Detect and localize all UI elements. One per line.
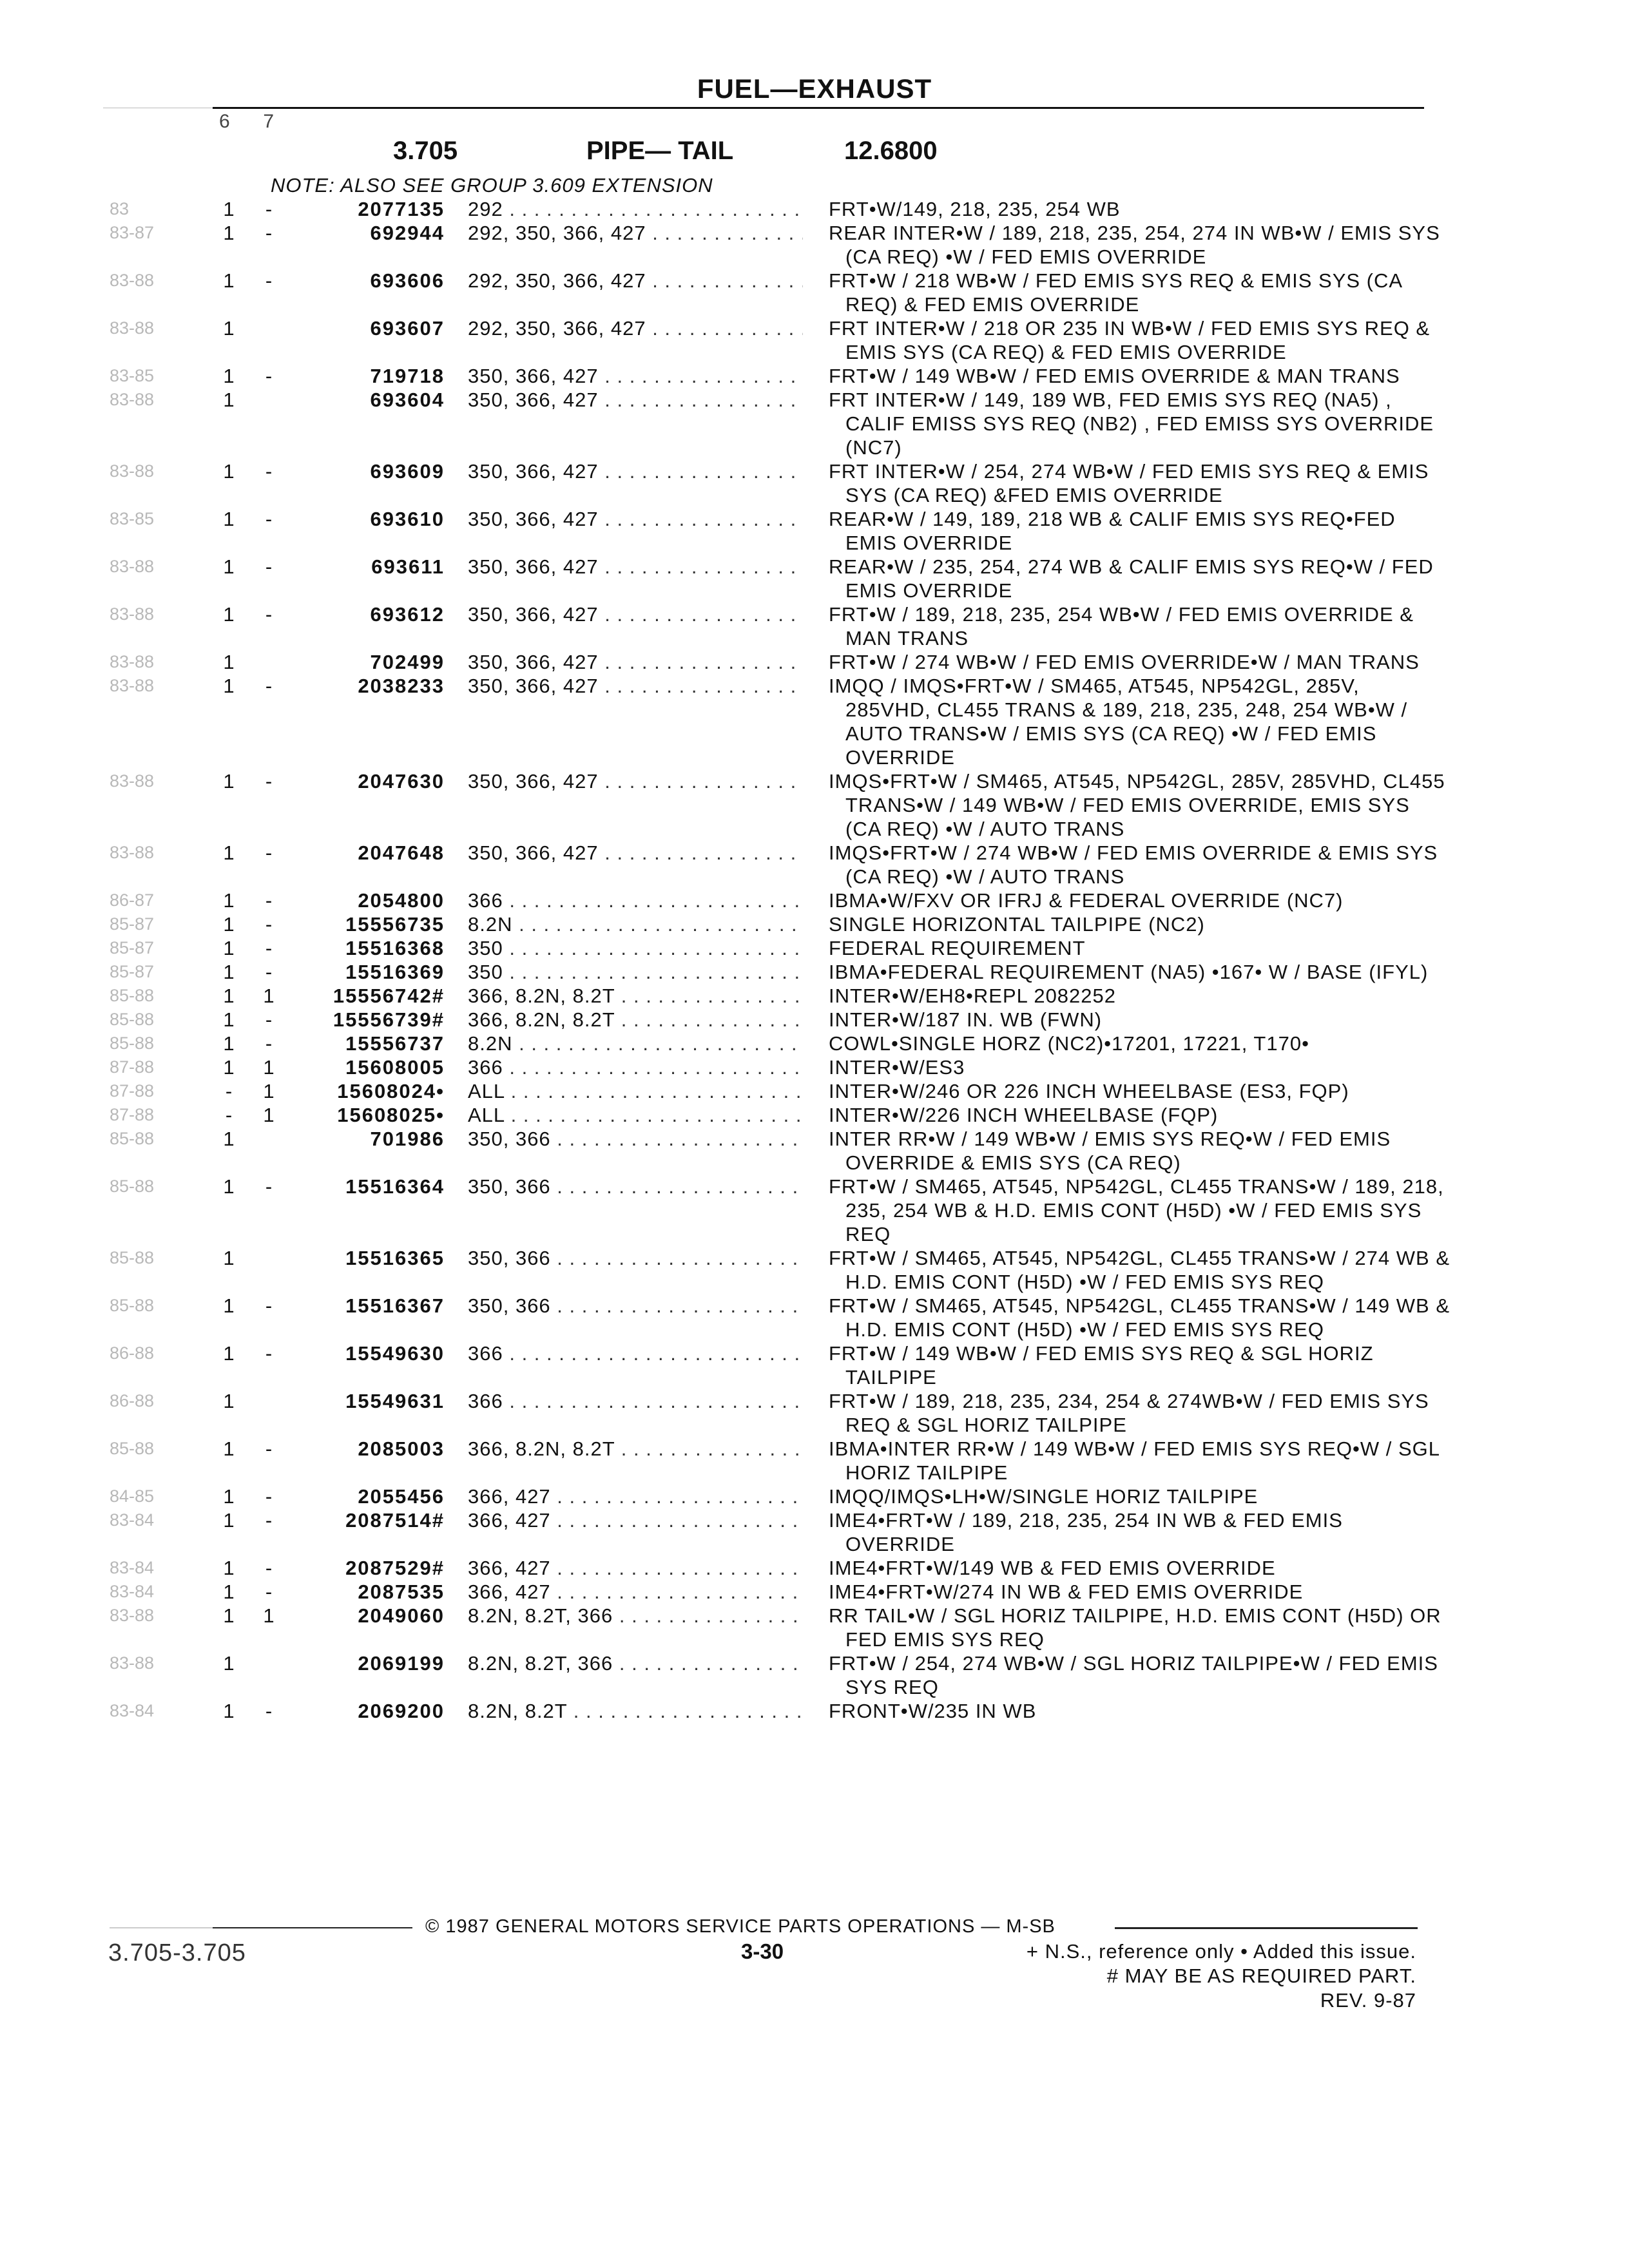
quantity-cell: 1 xyxy=(223,889,235,912)
quantity-alt-cell: - xyxy=(265,1342,273,1365)
description-cell: IMQQ / IMQS•FRT•W / SM465, AT545, NP542GL, 285V, 285VHD, CL455 TRANS & 189, 218, 235, 248, 254 WB•W / AUTO TRANS•W / EMIS SYS (CA REQ) •W / FED EMIS OVERRIDE xyxy=(829,675,1408,769)
part-number-cell: 693606 xyxy=(370,269,445,292)
table-row xyxy=(0,1175,1629,1246)
model-year-cell: 83-87 xyxy=(110,223,155,242)
model-year-cell: 83-84 xyxy=(110,1701,155,1720)
description-cell: FRT•W / 274 WB•W / FED EMIS OVERRIDE•W / MAN TRANS xyxy=(829,651,1420,673)
table-row xyxy=(0,269,1629,316)
description-cell: IBMA•W/FXV OR IFRJ & FEDERAL OVERRIDE (NC7) xyxy=(829,889,1344,912)
table-row xyxy=(0,316,1629,364)
section-note: NOTE: ALSO SEE GROUP 3.609 EXTENSION xyxy=(271,174,713,197)
model-year-cell: 85-87 xyxy=(110,938,155,957)
description-cell: IME4•FRT•W/274 IN WB & FED EMIS OVERRIDE xyxy=(829,1581,1304,1603)
part-number-cell: 693612 xyxy=(370,603,445,626)
part-number-cell: 15516369 xyxy=(345,961,445,983)
quantity-cell: 1 xyxy=(223,1485,235,1508)
table-row xyxy=(0,650,1629,674)
part-number-cell: 2054800 xyxy=(358,889,445,912)
quantity-alt-cell: - xyxy=(265,1294,273,1317)
description-cell: FRT•W / 149 WB•W / FED EMIS OVERRIDE & MAN TRANS xyxy=(829,365,1400,387)
description-cell: COWL•SINGLE HORZ (NC2)•17201, 17221, T170• xyxy=(829,1032,1309,1055)
series-cell: 366, 8.2N, 8.2T . . . xyxy=(468,984,803,1008)
series-cell: 8.2N, 8.2T, 366 . . . xyxy=(468,1651,803,1675)
series-cell: 350, 366, 427 . . . xyxy=(468,769,803,793)
legend-line: REV. 9-87 xyxy=(1320,1989,1416,2012)
quantity-cell: 1 xyxy=(223,985,235,1007)
series-cell: 350, 366, 427 . . . xyxy=(468,459,803,483)
part-number-cell: 15549631 xyxy=(345,1390,445,1412)
section-code: 12.6800 xyxy=(844,137,938,165)
table-row xyxy=(0,459,1629,507)
part-number-cell: 15556735 xyxy=(345,913,445,936)
model-year-cell: 85-88 xyxy=(110,1439,155,1458)
model-year-cell: 85-88 xyxy=(110,1033,155,1053)
part-number-cell: 15556742# xyxy=(333,985,445,1007)
description-cell: FRT•W / SM465, AT545, NP542GL, CL455 TRANS•W / 274 WB & H.D. EMIS CONT (H5D) •W / FED EMIS SYS REQ xyxy=(829,1247,1450,1293)
table-row xyxy=(0,507,1629,555)
part-number-cell: 15608024• xyxy=(337,1080,445,1102)
quantity-alt-cell: - xyxy=(265,1509,273,1532)
description-cell: FEDERAL REQUIREMENT xyxy=(829,937,1086,959)
part-number-cell: 15608005 xyxy=(345,1056,445,1079)
quantity-cell: 1 xyxy=(223,1294,235,1317)
quantity-alt-cell: - xyxy=(265,555,273,578)
legend xyxy=(1027,1939,1416,2013)
quantity-cell: 1 xyxy=(223,1652,235,1675)
model-year-cell: 85-88 xyxy=(110,1010,155,1029)
series-cell: 350 . . . xyxy=(468,960,803,984)
table-row xyxy=(0,221,1629,269)
series-cell: 366 . . . xyxy=(468,1055,803,1079)
quantity-alt-cell: - xyxy=(265,1008,273,1031)
series-cell: 350, 366 . . . xyxy=(468,1175,803,1198)
series-cell: 350, 366 . . . xyxy=(468,1294,803,1318)
table-row xyxy=(0,1485,1629,1508)
description-cell: REAR INTER•W / 189, 218, 235, 254, 274 IN WB•W / EMIS SYS (CA REQ) •W / FED EMIS OVERRIDE xyxy=(829,222,1440,268)
quantity-alt-cell: 1 xyxy=(263,1080,275,1102)
part-number-cell: 719718 xyxy=(370,365,445,387)
part-number-cell: 2047648 xyxy=(358,841,445,864)
quantity-alt-cell: - xyxy=(265,603,273,626)
model-year-cell: 83-88 xyxy=(110,604,155,624)
description-cell: IBMA•INTER RR•W / 149 WB•W / FED EMIS SYS REQ•W / SGL HORIZ TAILPIPE xyxy=(829,1437,1440,1484)
table-row xyxy=(0,364,1629,388)
quantity-alt-cell: - xyxy=(265,365,273,387)
series-cell: 350, 366 . . . xyxy=(468,1246,803,1270)
part-number-cell: 701986 xyxy=(370,1128,445,1150)
table-row xyxy=(0,1604,1629,1651)
part-number-cell: 2049060 xyxy=(358,1604,445,1627)
part-number-cell: 15556739# xyxy=(333,1008,445,1031)
model-year-cell: 84-85 xyxy=(110,1486,155,1506)
column-number-a: 6 xyxy=(219,111,230,132)
model-year-cell: 83-88 xyxy=(110,676,155,695)
series-cell: 350, 366, 427 . . . xyxy=(468,507,803,531)
table-row xyxy=(0,1103,1629,1127)
model-year-cell: 85-88 xyxy=(110,1248,155,1267)
model-year-cell: 83-84 xyxy=(110,1558,155,1577)
table-row xyxy=(0,841,1629,889)
description-cell: IME4•FRT•W/149 WB & FED EMIS OVERRIDE xyxy=(829,1557,1276,1579)
description-cell: INTER•W/ES3 xyxy=(829,1056,965,1079)
series-cell: 350, 366, 427 . . . xyxy=(468,650,803,674)
table-row xyxy=(0,388,1629,459)
model-year-cell: 85-87 xyxy=(110,962,155,981)
description-cell: FRT•W / 254, 274 WB•W / SGL HORIZ TAILPIPE•W / FED EMIS SYS REQ xyxy=(829,1652,1438,1698)
quantity-alt-cell: - xyxy=(265,913,273,936)
series-cell: 366 . . . xyxy=(468,1389,803,1413)
quantity-alt-cell: - xyxy=(265,675,273,697)
model-year-cell: 85-88 xyxy=(110,1129,155,1148)
model-year-cell: 83-85 xyxy=(110,509,155,528)
table-row xyxy=(0,1032,1629,1055)
part-number-cell: 2087514# xyxy=(345,1509,445,1532)
model-year-cell: 83-88 xyxy=(110,843,155,862)
part-number-cell: 2038233 xyxy=(358,675,445,697)
table-row xyxy=(0,1556,1629,1580)
series-cell: 350, 366, 427 . . . xyxy=(468,388,803,412)
legend-line: + N.S., reference only • Added this issue. xyxy=(1026,1940,1416,1963)
model-year-cell: 86-87 xyxy=(110,890,155,910)
model-year-cell: 83-88 xyxy=(110,390,155,409)
quantity-cell: 1 xyxy=(223,1604,235,1627)
description-cell: IMQS•FRT•W / SM465, AT545, NP542GL, 285V, 285VHD, CL455 TRANS•W / 149 WB•W / FED EMIS OVERRIDE, EMIS SYS (CA REQ) •W / AUTO TRANS xyxy=(829,770,1445,840)
table-row xyxy=(0,1699,1629,1723)
quantity-alt-cell: - xyxy=(265,1485,273,1508)
quantity-cell: 1 xyxy=(223,1128,235,1150)
series-cell: 366, 427 . . . xyxy=(468,1508,803,1532)
description-cell: FRT•W / 189, 218, 235, 234, 254 & 274WB•W / FED EMIS SYS REQ & SGL HORIZ TAILPIPE xyxy=(829,1390,1429,1436)
quantity-cell: 1 xyxy=(223,1008,235,1031)
table-row xyxy=(0,1389,1629,1437)
description-cell: INTER•W/246 OR 226 INCH WHEELBASE (ES3, FQP) xyxy=(829,1080,1349,1102)
part-number-cell: 2047630 xyxy=(358,770,445,793)
table-row xyxy=(0,984,1629,1008)
table-row xyxy=(0,1246,1629,1294)
quantity-alt-cell: 1 xyxy=(263,985,275,1007)
model-year-cell: 83-88 xyxy=(110,771,155,791)
table-row xyxy=(0,674,1629,769)
description-cell: FRT INTER•W / 254, 274 WB•W / FED EMIS SYS REQ & EMIS SYS (CA REQ) &FED EMIS OVERRIDE xyxy=(829,460,1429,506)
quantity-alt-cell: - xyxy=(265,1032,273,1055)
quantity-alt-cell: - xyxy=(265,198,273,220)
series-cell: 350 . . . xyxy=(468,936,803,960)
quantity-cell: 1 xyxy=(223,317,235,340)
series-cell: 350, 366, 427 . . . xyxy=(468,841,803,865)
footer-rule-right xyxy=(1115,1927,1418,1929)
description-cell: IMQQ/IMQS•LH•W/SINGLE HORIZ TAILPIPE xyxy=(829,1485,1258,1508)
quantity-cell: 1 xyxy=(223,555,235,578)
quantity-alt-cell: - xyxy=(265,1557,273,1579)
quantity-cell: 1 xyxy=(223,460,235,483)
series-cell: 366, 427 . . . xyxy=(468,1485,803,1508)
description-cell: FRT•W / SM465, AT545, NP542GL, CL455 TRANS•W / 189, 218, 235, 254 WB & H.D. EMIS CONT (H5D) •W / FED EMIS SYS REQ xyxy=(829,1175,1444,1245)
table-row xyxy=(0,912,1629,936)
quantity-alt-cell: - xyxy=(265,841,273,864)
section-number: 3.705 xyxy=(393,137,458,165)
series-cell: 350, 366, 427 . . . xyxy=(468,674,803,698)
table-row xyxy=(0,960,1629,984)
model-year-cell: 87-88 xyxy=(110,1057,155,1077)
table-row xyxy=(0,1580,1629,1604)
series-cell: 350, 366, 427 . . . xyxy=(468,602,803,626)
table-row xyxy=(0,936,1629,960)
quantity-cell: 1 xyxy=(223,770,235,793)
table-row xyxy=(0,1508,1629,1556)
quantity-cell: 1 xyxy=(223,937,235,959)
part-number-cell: 15549630 xyxy=(345,1342,445,1365)
footer-rule-left xyxy=(110,1927,412,1928)
description-cell: INTER•W/EH8•REPL 2082252 xyxy=(829,985,1117,1007)
description-cell: FRT•W / 189, 218, 235, 254 WB•W / FED EMIS OVERRIDE & MAN TRANS xyxy=(829,603,1414,649)
description-cell: INTER•W/226 INCH WHEELBASE (FQP) xyxy=(829,1104,1219,1126)
quantity-alt-cell: 1 xyxy=(263,1604,275,1627)
model-year-cell: 86-88 xyxy=(110,1391,155,1410)
quantity-alt-cell: - xyxy=(265,1175,273,1198)
series-cell: 366, 427 . . . xyxy=(468,1556,803,1580)
quantity-cell: 1 xyxy=(223,603,235,626)
description-cell: FRT•W / 149 WB•W / FED EMIS SYS REQ & SGL HORIZ TAILPIPE xyxy=(829,1342,1374,1389)
part-number-cell: 693611 xyxy=(371,555,445,578)
series-cell: 366 . . . xyxy=(468,889,803,912)
description-cell: RR TAIL•W / SGL HORIZ TAILPIPE, H.D. EMIS CONT (H5D) OR FED EMIS SYS REQ xyxy=(829,1604,1441,1651)
model-year-cell: 83-88 xyxy=(110,557,155,576)
quantity-cell: 1 xyxy=(223,1581,235,1603)
part-number-cell: 15516368 xyxy=(345,937,445,959)
series-cell: 350, 366, 427 . . . xyxy=(468,555,803,579)
series-cell: 366, 8.2N, 8.2T . . . xyxy=(468,1008,803,1032)
table-row xyxy=(0,602,1629,650)
part-number-cell: 15608025• xyxy=(337,1104,445,1126)
description-cell: FRT•W / 218 WB•W / FED EMIS SYS REQ & EMIS SYS (CA REQ) & FED EMIS OVERRIDE xyxy=(829,269,1402,316)
quantity-cell: 1 xyxy=(223,1390,235,1412)
column-number-b: 7 xyxy=(263,111,275,132)
quantity-cell: 1 xyxy=(223,1056,235,1079)
model-year-cell: 83-85 xyxy=(110,366,155,385)
model-year-cell: 83-88 xyxy=(110,1653,155,1673)
part-number-cell: 2069200 xyxy=(358,1700,445,1722)
quantity-alt-cell: - xyxy=(265,269,273,292)
table-row xyxy=(0,1437,1629,1485)
series-cell: 8.2N . . . xyxy=(468,912,803,936)
model-year-cell: 83 xyxy=(110,199,130,218)
quantity-alt-cell: - xyxy=(265,460,273,483)
quantity-cell: 1 xyxy=(223,841,235,864)
description-cell: INTER RR•W / 149 WB•W / EMIS SYS REQ•W / FED EMIS OVERRIDE & EMIS SYS (CA REQ) xyxy=(829,1128,1391,1174)
model-year-cell: 83-88 xyxy=(110,1606,155,1625)
quantity-cell: 1 xyxy=(223,389,235,411)
section-range: 3.705-3.705 xyxy=(108,1939,246,1966)
description-cell: REAR•W / 235, 254, 274 WB & CALIF EMIS SYS REQ•W / FED EMIS OVERRIDE xyxy=(829,555,1434,602)
series-cell: 292, 350, 366, 427 . . . xyxy=(468,316,803,340)
table-row xyxy=(0,1341,1629,1389)
description-cell: SINGLE HORIZONTAL TAILPIPE (NC2) xyxy=(829,913,1205,936)
model-year-cell: 83-88 xyxy=(110,461,155,481)
quantity-cell: 1 xyxy=(223,1700,235,1722)
description-cell: IMQS•FRT•W / 274 WB•W / FED EMIS OVERRIDE & EMIS SYS (CA REQ) •W / AUTO TRANS xyxy=(829,841,1438,888)
model-year-cell: 85-88 xyxy=(110,1177,155,1196)
series-cell: 8.2N . . . xyxy=(468,1032,803,1055)
page-number: 3-30 xyxy=(741,1939,784,1963)
part-number-cell: 15516367 xyxy=(345,1294,445,1317)
model-year-cell: 83-88 xyxy=(110,318,155,338)
part-number-cell: 15516365 xyxy=(345,1247,445,1269)
table-row xyxy=(0,1055,1629,1079)
table-row xyxy=(0,769,1629,841)
description-cell: FRT INTER•W / 218 OR 235 IN WB•W / FED EMIS SYS REQ & EMIS SYS (CA REQ) & FED EMIS OVERRIDE xyxy=(829,317,1431,363)
part-number-cell: 693609 xyxy=(370,460,445,483)
description-cell: IME4•FRT•W / 189, 218, 235, 254 IN WB & FED EMIS OVERRIDE xyxy=(829,1509,1343,1555)
description-cell: FRT•W / SM465, AT545, NP542GL, CL455 TRANS•W / 149 WB & H.D. EMIS CONT (H5D) •W / FED EMIS SYS REQ xyxy=(829,1294,1450,1341)
quantity-alt-cell: - xyxy=(265,770,273,793)
quantity-cell: 1 xyxy=(223,961,235,983)
description-cell: INTER•W/187 IN. WB (FWN) xyxy=(829,1008,1103,1031)
model-year-cell: 83-84 xyxy=(110,1510,155,1530)
series-cell: 366, 8.2N, 8.2T . . . xyxy=(468,1437,803,1461)
series-cell: 292, 350, 366, 427 . . . xyxy=(468,269,803,293)
table-row xyxy=(0,1651,1629,1699)
table-row xyxy=(0,889,1629,912)
quantity-cell: 1 xyxy=(223,508,235,530)
quantity-cell: 1 xyxy=(223,1557,235,1579)
part-number-cell: 693604 xyxy=(370,389,445,411)
quantity-cell: 1 xyxy=(223,651,235,673)
series-cell: ALL . . . xyxy=(468,1103,803,1127)
table-row xyxy=(0,555,1629,602)
quantity-cell: 1 xyxy=(223,1342,235,1365)
legend-line: # MAY BE AS REQUIRED PART. xyxy=(1106,1965,1416,1987)
series-cell: 366 . . . xyxy=(468,1341,803,1365)
description-cell: FRT•W/149, 218, 235, 254 WB xyxy=(829,198,1121,220)
quantity-cell: - xyxy=(225,1080,233,1102)
series-cell: 8.2N, 8.2T . . . xyxy=(468,1699,803,1723)
part-number-cell: 702499 xyxy=(370,651,445,673)
quantity-cell: 1 xyxy=(223,269,235,292)
series-cell: 366, 427 . . . xyxy=(468,1580,803,1604)
quantity-alt-cell: - xyxy=(265,1581,273,1603)
quantity-alt-cell: - xyxy=(265,961,273,983)
table-row xyxy=(0,1294,1629,1341)
quantity-cell: 1 xyxy=(223,1175,235,1198)
part-number-cell: 2087529# xyxy=(345,1557,445,1579)
part-number-cell: 693610 xyxy=(370,508,445,530)
quantity-cell: 1 xyxy=(223,1032,235,1055)
page-title: FUEL—EXHAUST xyxy=(697,73,932,104)
quantity-alt-cell: - xyxy=(265,1700,273,1722)
table-row xyxy=(0,1008,1629,1032)
model-year-cell: 83-88 xyxy=(110,271,155,290)
series-cell: 350, 366 . . . xyxy=(468,1127,803,1151)
part-number-cell: 693607 xyxy=(370,317,445,340)
table-row xyxy=(0,1079,1629,1103)
part-number-cell: 2087535 xyxy=(358,1581,445,1603)
part-number-cell: 2069199 xyxy=(358,1652,445,1675)
series-cell: 8.2N, 8.2T, 366 . . . xyxy=(468,1604,803,1628)
quantity-alt-cell: - xyxy=(265,1437,273,1460)
model-year-cell: 85-87 xyxy=(110,914,155,934)
section-name: PIPE— TAIL xyxy=(586,137,734,165)
quantity-cell: 1 xyxy=(223,1437,235,1460)
description-cell: REAR•W / 149, 189, 218 WB & CALIF EMIS SYS REQ•FED EMIS OVERRIDE xyxy=(829,508,1396,554)
quantity-cell: 1 xyxy=(223,222,235,244)
part-number-cell: 15516364 xyxy=(345,1175,445,1198)
quantity-cell: 1 xyxy=(223,913,235,936)
quantity-cell: 1 xyxy=(223,1509,235,1532)
quantity-alt-cell: 1 xyxy=(263,1056,275,1079)
quantity-alt-cell: - xyxy=(265,937,273,959)
copyright-text: © 1987 GENERAL MOTORS SERVICE PARTS OPERATIONS — M-SB xyxy=(425,1916,1055,1937)
quantity-cell: 1 xyxy=(223,1247,235,1269)
series-cell: 292, 350, 366, 427 . . . xyxy=(468,221,803,245)
series-cell: 292 . . . xyxy=(468,197,803,221)
header-rule xyxy=(213,107,1424,109)
part-number-cell: 2085003 xyxy=(358,1437,445,1460)
model-year-cell: 83-88 xyxy=(110,652,155,671)
table-row xyxy=(0,1127,1629,1175)
part-number-cell: 2055456 xyxy=(358,1485,445,1508)
description-cell: IBMA•FEDERAL REQUIREMENT (NA5) •167• W / BASE (IFYL) xyxy=(829,961,1429,983)
part-number-cell: 692944 xyxy=(370,222,445,244)
description-cell: FRT INTER•W / 149, 189 WB, FED EMIS SYS REQ (NA5) , CALIF EMISS SYS REQ (NB2) , FED EMISS SYS OVERRIDE (NC7) xyxy=(829,389,1434,459)
quantity-alt-cell: - xyxy=(265,222,273,244)
model-year-cell: 87-88 xyxy=(110,1081,155,1100)
model-year-cell: 85-88 xyxy=(110,986,155,1005)
quantity-cell: - xyxy=(225,1104,233,1126)
part-number-cell: 2077135 xyxy=(358,198,445,220)
quantity-cell: 1 xyxy=(223,675,235,697)
model-year-cell: 85-88 xyxy=(110,1296,155,1315)
quantity-alt-cell: 1 xyxy=(263,1104,275,1126)
model-year-cell: 87-88 xyxy=(110,1105,155,1124)
quantity-cell: 1 xyxy=(223,365,235,387)
table-row xyxy=(0,197,1629,221)
series-cell: 350, 366, 427 . . . xyxy=(468,364,803,388)
model-year-cell: 83-84 xyxy=(110,1582,155,1601)
parts-list xyxy=(0,197,1629,1723)
quantity-alt-cell: - xyxy=(265,508,273,530)
quantity-cell: 1 xyxy=(223,198,235,220)
model-year-cell: 86-88 xyxy=(110,1343,155,1363)
column-numbers xyxy=(219,111,302,133)
series-cell: ALL . . . xyxy=(468,1079,803,1103)
quantity-alt-cell: - xyxy=(265,889,273,912)
description-cell: FRONT•W/235 IN WB xyxy=(829,1700,1037,1722)
part-number-cell: 15556737 xyxy=(345,1032,445,1055)
